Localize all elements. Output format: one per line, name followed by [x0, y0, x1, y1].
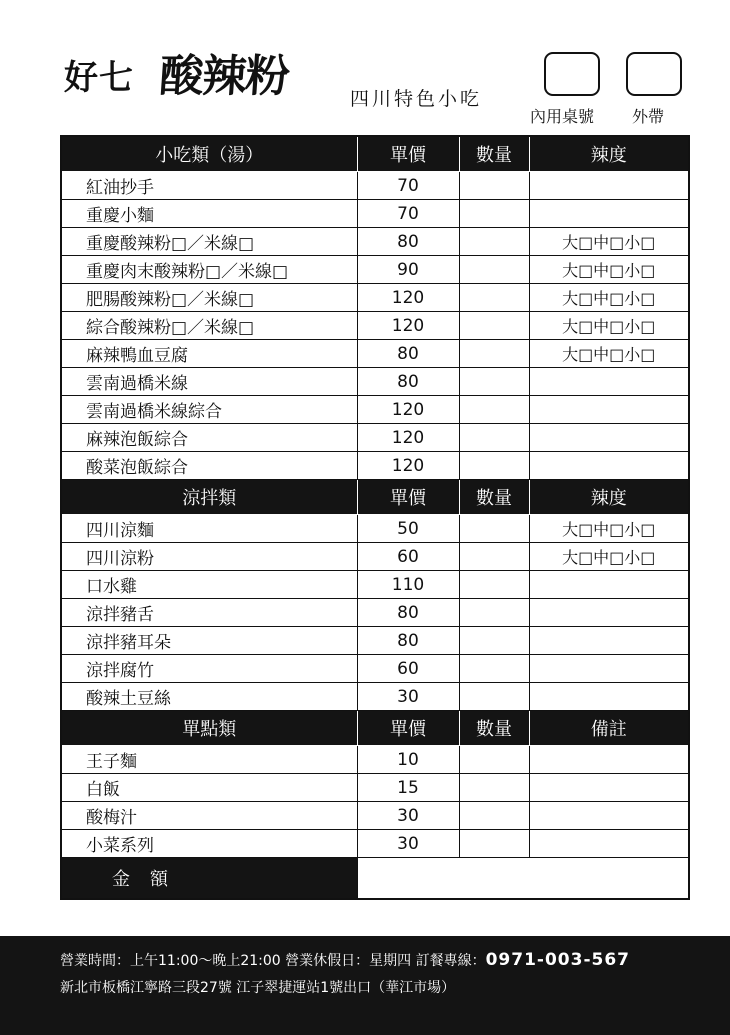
spice-level-cell[interactable]	[529, 452, 689, 480]
item-price: 10	[357, 746, 459, 774]
spice-level-cell[interactable]	[529, 200, 689, 228]
spice-level-cell[interactable]: 大□中□小□	[529, 515, 689, 543]
menu-item-row	[61, 368, 689, 396]
menu-item-row	[61, 746, 689, 774]
item-price: 15	[357, 774, 459, 802]
menu-item-row	[61, 200, 689, 228]
dine-in-table-box[interactable]	[544, 52, 600, 96]
store-address: 新北市板橋江寧路三段27號 江子翠捷運站1號出口（華江市場）	[60, 980, 456, 996]
quantity-cell[interactable]	[459, 543, 529, 571]
spice-level-cell[interactable]: 大□中□小□	[529, 543, 689, 571]
item-name: 重慶肉末酸辣粉□／米線□	[61, 256, 357, 284]
spice-level-cell[interactable]: 大□中□小□	[529, 256, 689, 284]
brand-tagline: 四川特色小吃	[350, 88, 483, 110]
quantity-cell[interactable]	[459, 396, 529, 424]
footer	[0, 936, 730, 1035]
order-phone: 0971-003-567	[485, 950, 630, 970]
menu-item-row	[61, 627, 689, 655]
spice-level-cell[interactable]: 大□中□小□	[529, 340, 689, 368]
quantity-cell[interactable]	[459, 830, 529, 858]
quantity-column-header: 數量	[459, 480, 529, 515]
item-name: 肥腸酸辣粉□／米線□	[61, 284, 357, 312]
item-price: 30	[357, 830, 459, 858]
brand-name: 好七	[64, 58, 134, 98]
item-name: 酸菜泡飯綜合	[61, 452, 357, 480]
quantity-cell[interactable]	[459, 172, 529, 200]
item-price: 70	[357, 200, 459, 228]
item-price: 80	[357, 340, 459, 368]
business-hours: 營業時間：上午11:00～晚上21:00 營業休假日：星期四 訂餐專線：	[60, 953, 486, 969]
quantity-cell[interactable]	[459, 284, 529, 312]
item-price: 60	[357, 655, 459, 683]
total-row	[61, 858, 689, 900]
item-name: 重慶酸辣粉□／米線□	[61, 228, 357, 256]
menu-item-row	[61, 340, 689, 368]
item-name: 麻辣泡飯綜合	[61, 424, 357, 452]
quantity-cell[interactable]	[459, 312, 529, 340]
item-name: 涼拌腐竹	[61, 655, 357, 683]
quantity-cell[interactable]	[459, 515, 529, 543]
item-name: 酸辣土豆絲	[61, 683, 357, 711]
item-name: 四川涼麵	[61, 515, 357, 543]
quantity-cell[interactable]	[459, 452, 529, 480]
quantity-cell[interactable]	[459, 340, 529, 368]
item-price: 80	[357, 228, 459, 256]
takeout-box[interactable]	[626, 52, 682, 96]
quantity-cell[interactable]	[459, 802, 529, 830]
item-name: 綜合酸辣粉□／米線□	[61, 312, 357, 340]
menu-item-row	[61, 802, 689, 830]
spice-level-cell[interactable]	[529, 774, 689, 802]
item-name: 口水雞	[61, 571, 357, 599]
menu-item-row	[61, 543, 689, 571]
spice-level-cell[interactable]	[529, 571, 689, 599]
item-name: 酸梅汁	[61, 802, 357, 830]
quantity-cell[interactable]	[459, 599, 529, 627]
spice-level-cell[interactable]	[529, 683, 689, 711]
item-name: 小菜系列	[61, 830, 357, 858]
item-price: 120	[357, 424, 459, 452]
section-header-row	[61, 136, 689, 172]
extra-column-header: 備註	[529, 711, 689, 746]
item-price: 80	[357, 627, 459, 655]
menu-item-row	[61, 774, 689, 802]
quantity-cell[interactable]	[459, 571, 529, 599]
item-name: 重慶小麵	[61, 200, 357, 228]
dine-in-label: 內用桌號	[530, 107, 595, 126]
menu-item-row	[61, 655, 689, 683]
spice-level-cell[interactable]	[529, 368, 689, 396]
quantity-cell[interactable]	[459, 256, 529, 284]
total-amount-field[interactable]	[357, 858, 689, 900]
menu-item-row	[61, 172, 689, 200]
item-price: 30	[357, 683, 459, 711]
item-price: 120	[357, 312, 459, 340]
quantity-cell[interactable]	[459, 746, 529, 774]
item-price: 110	[357, 571, 459, 599]
item-price: 90	[357, 256, 459, 284]
menu-item-row	[61, 284, 689, 312]
quantity-column-header: 數量	[459, 711, 529, 746]
spice-level-cell[interactable]	[529, 599, 689, 627]
quantity-cell[interactable]	[459, 228, 529, 256]
brand-logo-text: 酸辣粉	[157, 51, 291, 102]
item-price: 80	[357, 599, 459, 627]
item-price: 60	[357, 543, 459, 571]
spice-level-cell[interactable]	[529, 396, 689, 424]
quantity-column-header: 數量	[459, 136, 529, 172]
takeout-label: 外帶	[632, 107, 665, 126]
section-header-row	[61, 711, 689, 746]
quantity-cell[interactable]	[459, 627, 529, 655]
item-name: 涼拌豬舌	[61, 599, 357, 627]
item-price: 120	[357, 452, 459, 480]
quantity-cell[interactable]	[459, 655, 529, 683]
footer-hours-line	[60, 950, 630, 970]
quantity-cell[interactable]	[459, 774, 529, 802]
menu-item-row	[61, 452, 689, 480]
item-price: 70	[357, 172, 459, 200]
item-name: 四川涼粉	[61, 543, 357, 571]
quantity-cell[interactable]	[459, 424, 529, 452]
quantity-cell[interactable]	[459, 368, 529, 396]
quantity-cell[interactable]	[459, 683, 529, 711]
item-price: 120	[357, 284, 459, 312]
quantity-cell[interactable]	[459, 200, 529, 228]
menu-item-row	[61, 683, 689, 711]
spice-level-cell[interactable]	[529, 802, 689, 830]
spice-level-cell[interactable]	[529, 627, 689, 655]
menu-item-row	[61, 515, 689, 543]
spice-level-cell[interactable]: 大□中□小□	[529, 312, 689, 340]
menu-item-row	[61, 256, 689, 284]
menu-item-row	[61, 228, 689, 256]
spice-level-cell[interactable]: 大□中□小□	[529, 284, 689, 312]
item-price: 50	[357, 515, 459, 543]
spice-level-cell[interactable]	[529, 424, 689, 452]
menu-item-row	[61, 571, 689, 599]
item-name: 麻辣鴨血豆腐	[61, 340, 357, 368]
spice-level-cell[interactable]	[529, 655, 689, 683]
price-column-header: 單價	[357, 136, 459, 172]
item-name: 紅油抄手	[61, 172, 357, 200]
price-column-header: 單價	[357, 480, 459, 515]
menu-item-row	[61, 396, 689, 424]
menu-header	[0, 0, 730, 135]
item-name: 涼拌豬耳朵	[61, 627, 357, 655]
extra-column-header: 辣度	[529, 480, 689, 515]
item-price: 30	[357, 802, 459, 830]
menu-item-row	[61, 312, 689, 340]
section-header-row	[61, 480, 689, 515]
menu-item-row	[61, 599, 689, 627]
spice-level-cell[interactable]	[529, 830, 689, 858]
extra-column-header: 辣度	[529, 136, 689, 172]
item-name: 白飯	[61, 774, 357, 802]
menu-item-row	[61, 424, 689, 452]
item-price: 80	[357, 368, 459, 396]
total-label: 金額	[61, 858, 357, 900]
section-title: 涼拌類	[61, 480, 357, 515]
menu-table	[60, 135, 690, 900]
price-column-header: 單價	[357, 711, 459, 746]
section-title: 單點類	[61, 711, 357, 746]
item-name: 雲南過橋米線綜合	[61, 396, 357, 424]
menu-item-row	[61, 830, 689, 858]
item-name: 雲南過橋米線	[61, 368, 357, 396]
item-price: 120	[357, 396, 459, 424]
spice-level-cell[interactable]: 大□中□小□	[529, 228, 689, 256]
spice-level-cell[interactable]	[529, 746, 689, 774]
item-name: 王子麵	[61, 746, 357, 774]
section-title: 小吃類（湯）	[61, 136, 357, 172]
spice-level-cell[interactable]	[529, 172, 689, 200]
